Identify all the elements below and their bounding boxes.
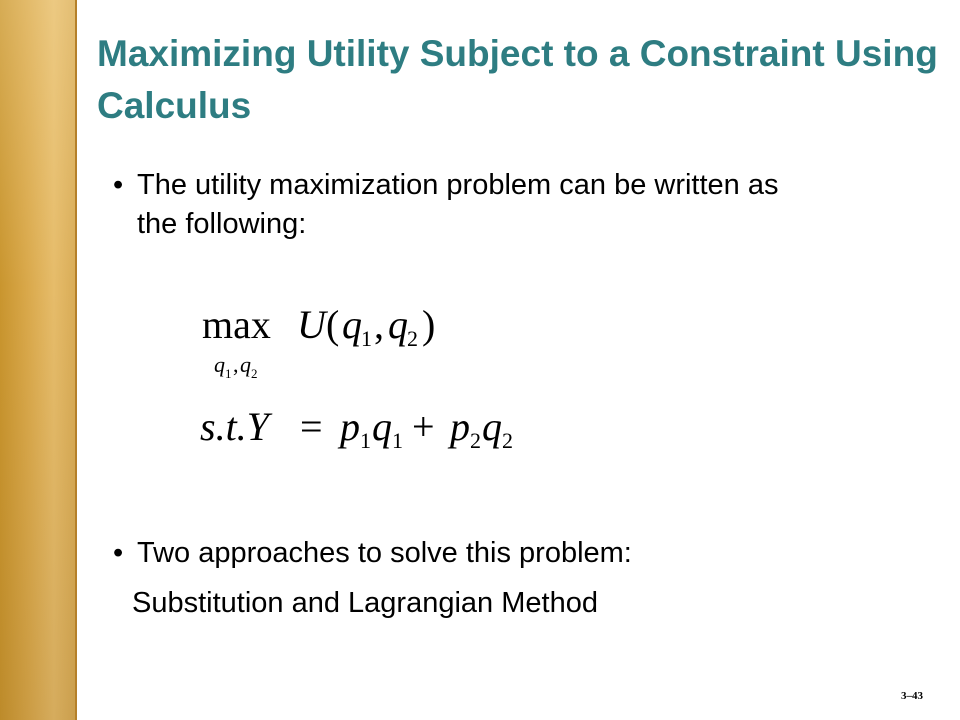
bullet-marker: • <box>113 537 124 569</box>
max-subscript <box>214 352 258 381</box>
svg-text:q: q <box>342 302 362 347</box>
svg-text:q: q <box>240 352 251 377</box>
svg-text:,: , <box>374 302 384 347</box>
svg-text:p: p <box>450 404 470 449</box>
equation-svg <box>190 290 610 470</box>
svg-text:q: q <box>214 352 225 377</box>
svg-text:1: 1 <box>225 366 232 381</box>
svg-text:2: 2 <box>251 366 258 381</box>
sidebar-edge <box>75 0 77 720</box>
svg-text:2: 2 <box>407 326 418 351</box>
bullet-text: The utility maximization problem can be written as the following: <box>137 169 779 240</box>
svg-text:1: 1 <box>360 428 371 453</box>
slide-title: Maximizing Utility Subject to a Constraint Using Calculus <box>97 33 938 126</box>
svg-text:1: 1 <box>392 428 403 453</box>
svg-text:q: q <box>388 302 408 347</box>
bullet-marker: • <box>113 169 124 201</box>
svg-text:p: p <box>340 404 360 449</box>
svg-text:): ) <box>422 302 436 347</box>
bullet-text: Two approaches to solve this problem: <box>137 537 632 569</box>
svg-text:=: = <box>300 404 323 449</box>
svg-text:(: ( <box>326 302 340 347</box>
svg-text:q: q <box>482 404 502 449</box>
sidebar-sheen <box>0 0 77 720</box>
methods-text: Substitution and Lagrangian Method <box>132 587 598 619</box>
svg-text:,: , <box>233 352 239 377</box>
slide-number: 3–43 <box>901 690 923 702</box>
svg-text:1: 1 <box>361 326 372 351</box>
svg-text:2: 2 <box>470 428 481 453</box>
decorative-sidebar <box>0 0 77 720</box>
max-operator: max <box>202 302 271 347</box>
svg-text:s.t.Y: s.t.Y <box>200 404 269 449</box>
svg-text:2: 2 <box>502 428 513 453</box>
constraint-line <box>200 404 513 453</box>
svg-text:q: q <box>372 404 392 449</box>
equation-block <box>190 290 610 470</box>
svg-text:+: + <box>412 404 435 449</box>
utility-function: U <box>297 302 326 347</box>
